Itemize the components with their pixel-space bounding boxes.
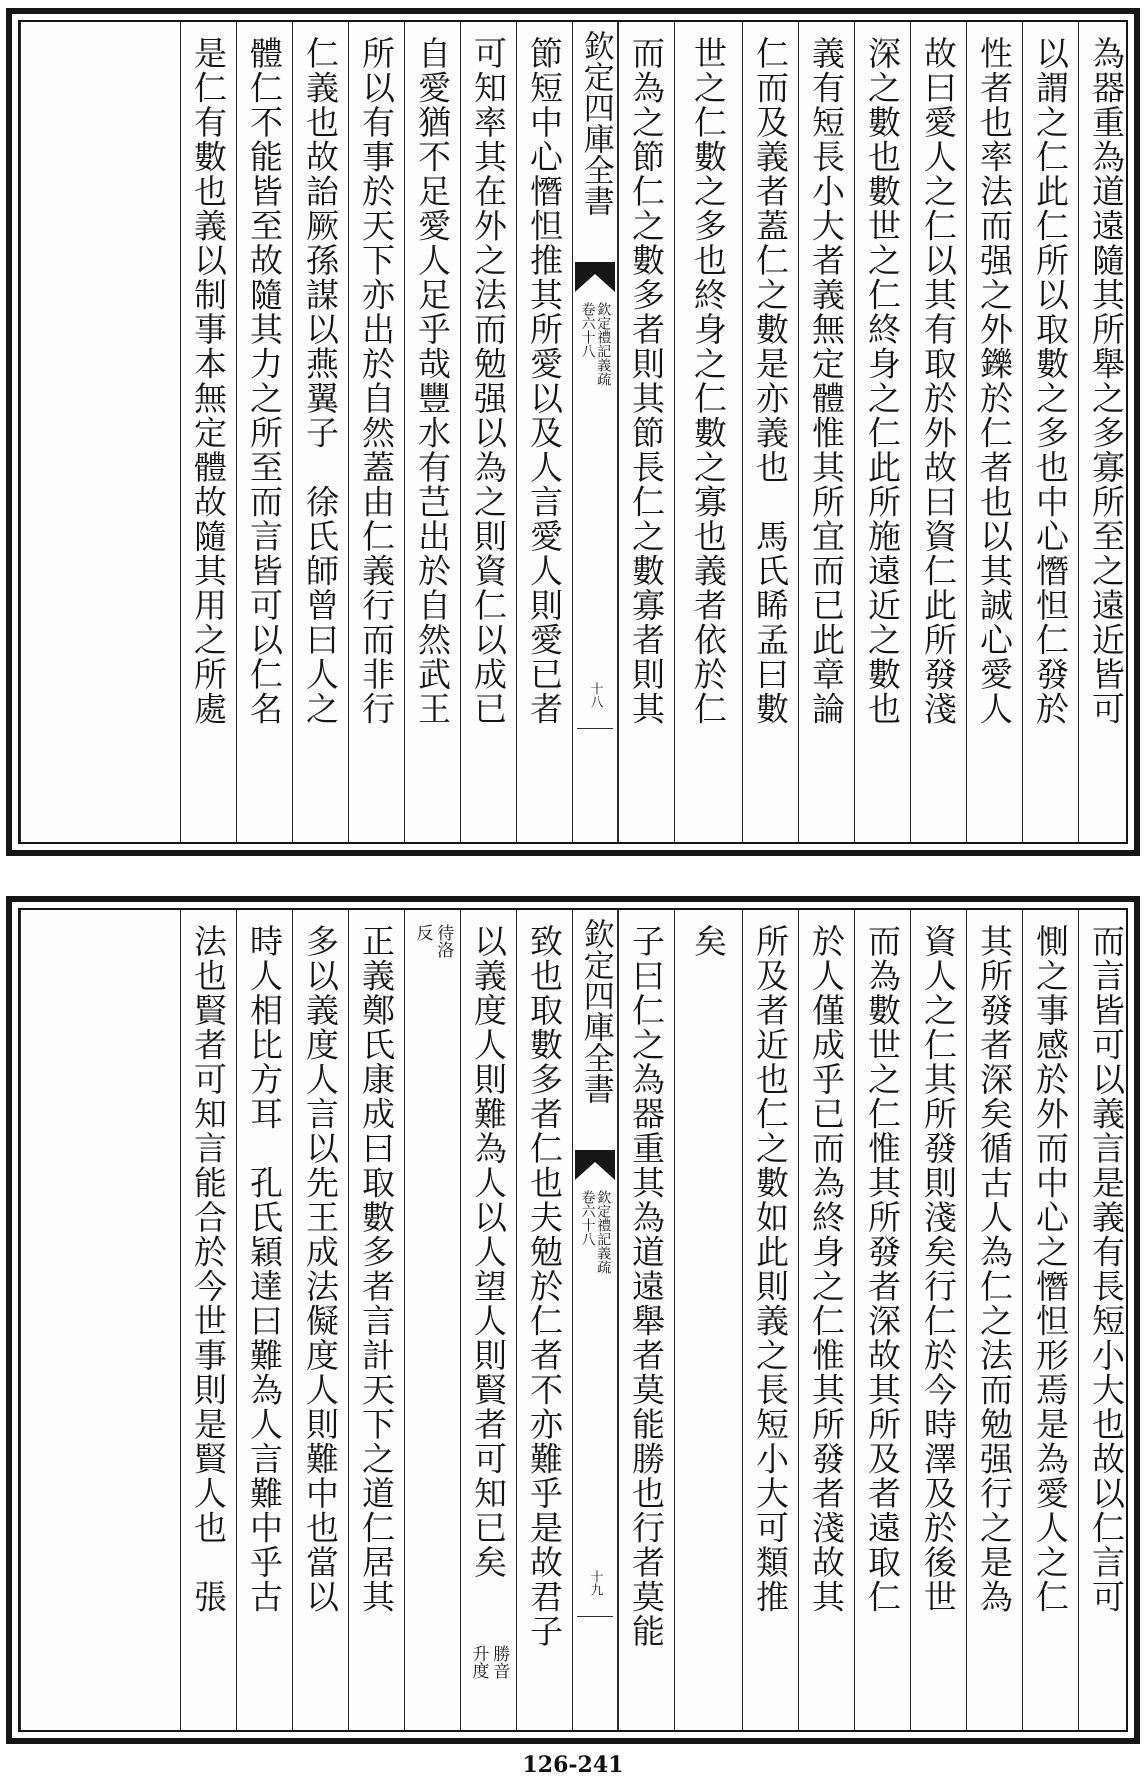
text-column xyxy=(404,910,460,1730)
pronunciation-note xyxy=(413,924,452,958)
bottom-page-inner xyxy=(18,908,1128,1732)
text-column xyxy=(404,22,460,842)
text-column xyxy=(854,910,910,1730)
text-column xyxy=(348,22,404,842)
spine-title: 欽定四庫全書 xyxy=(577,30,614,216)
text-column xyxy=(674,22,742,842)
column-text: 於人僅成乎已而為終身之仁惟其所發者淺故其 xyxy=(807,924,846,1614)
column-text: 資人之仁其所發則淺矣行仁於今時澤及於後世 xyxy=(919,924,958,1614)
note-left: 反 xyxy=(412,924,433,941)
column-text: 法也賢者可知言能合於今世事則是賢人也 張 xyxy=(189,924,228,1614)
text-column xyxy=(460,22,516,842)
text-column xyxy=(180,22,236,842)
text-column xyxy=(236,910,292,1730)
text-column xyxy=(618,22,674,842)
column-text: 為器重為道遠隨其所舉之多寡所至之遠近皆可 xyxy=(1087,36,1126,726)
text-column xyxy=(966,22,1022,842)
text-column xyxy=(1078,22,1134,842)
text-column xyxy=(348,910,404,1730)
column-text: 以謂之仁此仁所以取數之多也中心憯怛仁發於 xyxy=(1031,36,1070,726)
text-column xyxy=(798,22,854,842)
folio-number: 十九 xyxy=(587,1570,603,1596)
column-text: 時人相比方耳 孔氏穎達曰難為人言難中乎古 xyxy=(245,924,284,1614)
spine-divider xyxy=(577,1616,613,1617)
spine-book-title: 欽定禮記義疏 xyxy=(595,1190,612,1274)
text-column xyxy=(292,910,348,1730)
column-text: 以義度人則難為人以人望人則賢者可知已矣 xyxy=(469,924,508,1580)
column-text: 而為之節仁之數多者則其節長仁之數寡者則其 xyxy=(627,36,666,726)
column-text: 深之數也數世之仁終身之仁此所施遠近之數也 xyxy=(863,36,902,726)
fishtail-mark-icon xyxy=(575,1150,615,1180)
top-page-inner xyxy=(18,20,1128,844)
note-right: 待洛 xyxy=(433,924,454,958)
pronunciation-note xyxy=(469,1645,508,1679)
spine xyxy=(572,22,618,842)
bottom-page xyxy=(6,896,1140,1744)
text-column xyxy=(516,22,572,842)
spine xyxy=(572,910,618,1730)
column-text: 世之仁數之多也終身之仁數之寡也義者依於仁 xyxy=(689,36,728,726)
text-column xyxy=(674,910,742,1730)
text-column xyxy=(460,910,516,1730)
column-text: 子曰仁之為器重其為道遠舉者莫能勝也行者莫能 xyxy=(627,924,666,1649)
column-text: 矣 xyxy=(689,924,728,959)
blank-column-area xyxy=(20,910,180,1730)
column-text: 仁而及義者蓋仁之數是亦義也 馬氏睎孟曰數 xyxy=(751,36,790,726)
spine-subtitle xyxy=(580,1190,610,1274)
text-column xyxy=(742,22,798,842)
spine-title: 欽定四庫全書 xyxy=(577,918,614,1104)
column-text: 是仁有數也義以制事本無定體故隨其用之所處 xyxy=(189,36,228,726)
fishtail-mark-icon xyxy=(575,262,615,292)
spine-volume: 卷六十八 xyxy=(579,302,596,358)
spine-book-title: 欽定禮記義疏 xyxy=(595,302,612,386)
text-column xyxy=(798,910,854,1730)
column-text: 仁義也故詒厥孫謀以燕翼子 徐氏師曾曰人之 xyxy=(301,36,340,726)
text-column xyxy=(854,22,910,842)
folio-number: 十八 xyxy=(587,682,603,708)
text-column xyxy=(910,910,966,1730)
column-text: 節短中心憯怛推其所愛以及人言愛人則愛已者 xyxy=(525,36,564,726)
text-column xyxy=(292,22,348,842)
text-column xyxy=(910,22,966,842)
note-left: 升度 xyxy=(468,1645,489,1679)
column-text: 可知率其在外之法而勉强以為之則資仁以成已 xyxy=(469,36,508,726)
column-text: 正義鄭氏康成曰取數多者言計天下之道仁居其 xyxy=(357,924,396,1614)
spine-divider xyxy=(577,728,613,729)
blank-column-area xyxy=(20,22,180,842)
spine-volume: 卷六十八 xyxy=(579,1190,596,1246)
text-column xyxy=(1022,910,1078,1730)
spine-subtitle xyxy=(580,302,610,386)
text-column xyxy=(742,910,798,1730)
text-column xyxy=(180,910,236,1730)
column-text: 體仁不能皆至故隨其力之所至而言皆可以仁名 xyxy=(245,36,284,726)
column-text: 所以有事於天下亦出於自然蓋由仁義行而非行 xyxy=(357,36,396,726)
column-text: 義有短長小大者義無定體惟其所宜而已此章論 xyxy=(807,36,846,726)
text-column xyxy=(1078,910,1134,1730)
text-column xyxy=(516,910,572,1730)
column-text: 多以義度人言以先王成法儗度人則難中也當以 xyxy=(301,924,340,1614)
column-text: 自愛猶不足愛人足乎哉豐水有芑出於自然武王 xyxy=(413,36,452,726)
text-column xyxy=(966,910,1022,1730)
column-text: 故曰愛人之仁以其有取於外故曰資仁此所發淺 xyxy=(919,36,958,726)
column-text: 其所發者深矣循古人為仁之法而勉强行之是為 xyxy=(975,924,1014,1614)
column-text: 惻之事感於外而中心之憯怛形焉是為愛人之仁 xyxy=(1031,924,1070,1614)
column-text: 所及者近也仁之數如此則義之長短小大可類推 xyxy=(751,924,790,1614)
text-column xyxy=(1022,22,1078,842)
column-text: 性者也率法而强之外鑠於仁者也以其誠心愛人 xyxy=(975,36,1014,726)
top-page-columns xyxy=(6,8,1140,856)
text-column xyxy=(236,22,292,842)
column-text: 致也取數多者仁也夫勉於仁者不亦難乎是故君子 xyxy=(525,924,564,1649)
note-right: 勝音 xyxy=(489,1645,510,1679)
column-text: 而言皆可以義言是義有長短小大也故以仁言可 xyxy=(1087,924,1126,1614)
page-number: 126-241 xyxy=(522,1752,624,1778)
text-column xyxy=(618,910,674,1730)
column-text: 而為數世之仁惟其所發者深故其所及者遠取仁 xyxy=(863,924,902,1614)
